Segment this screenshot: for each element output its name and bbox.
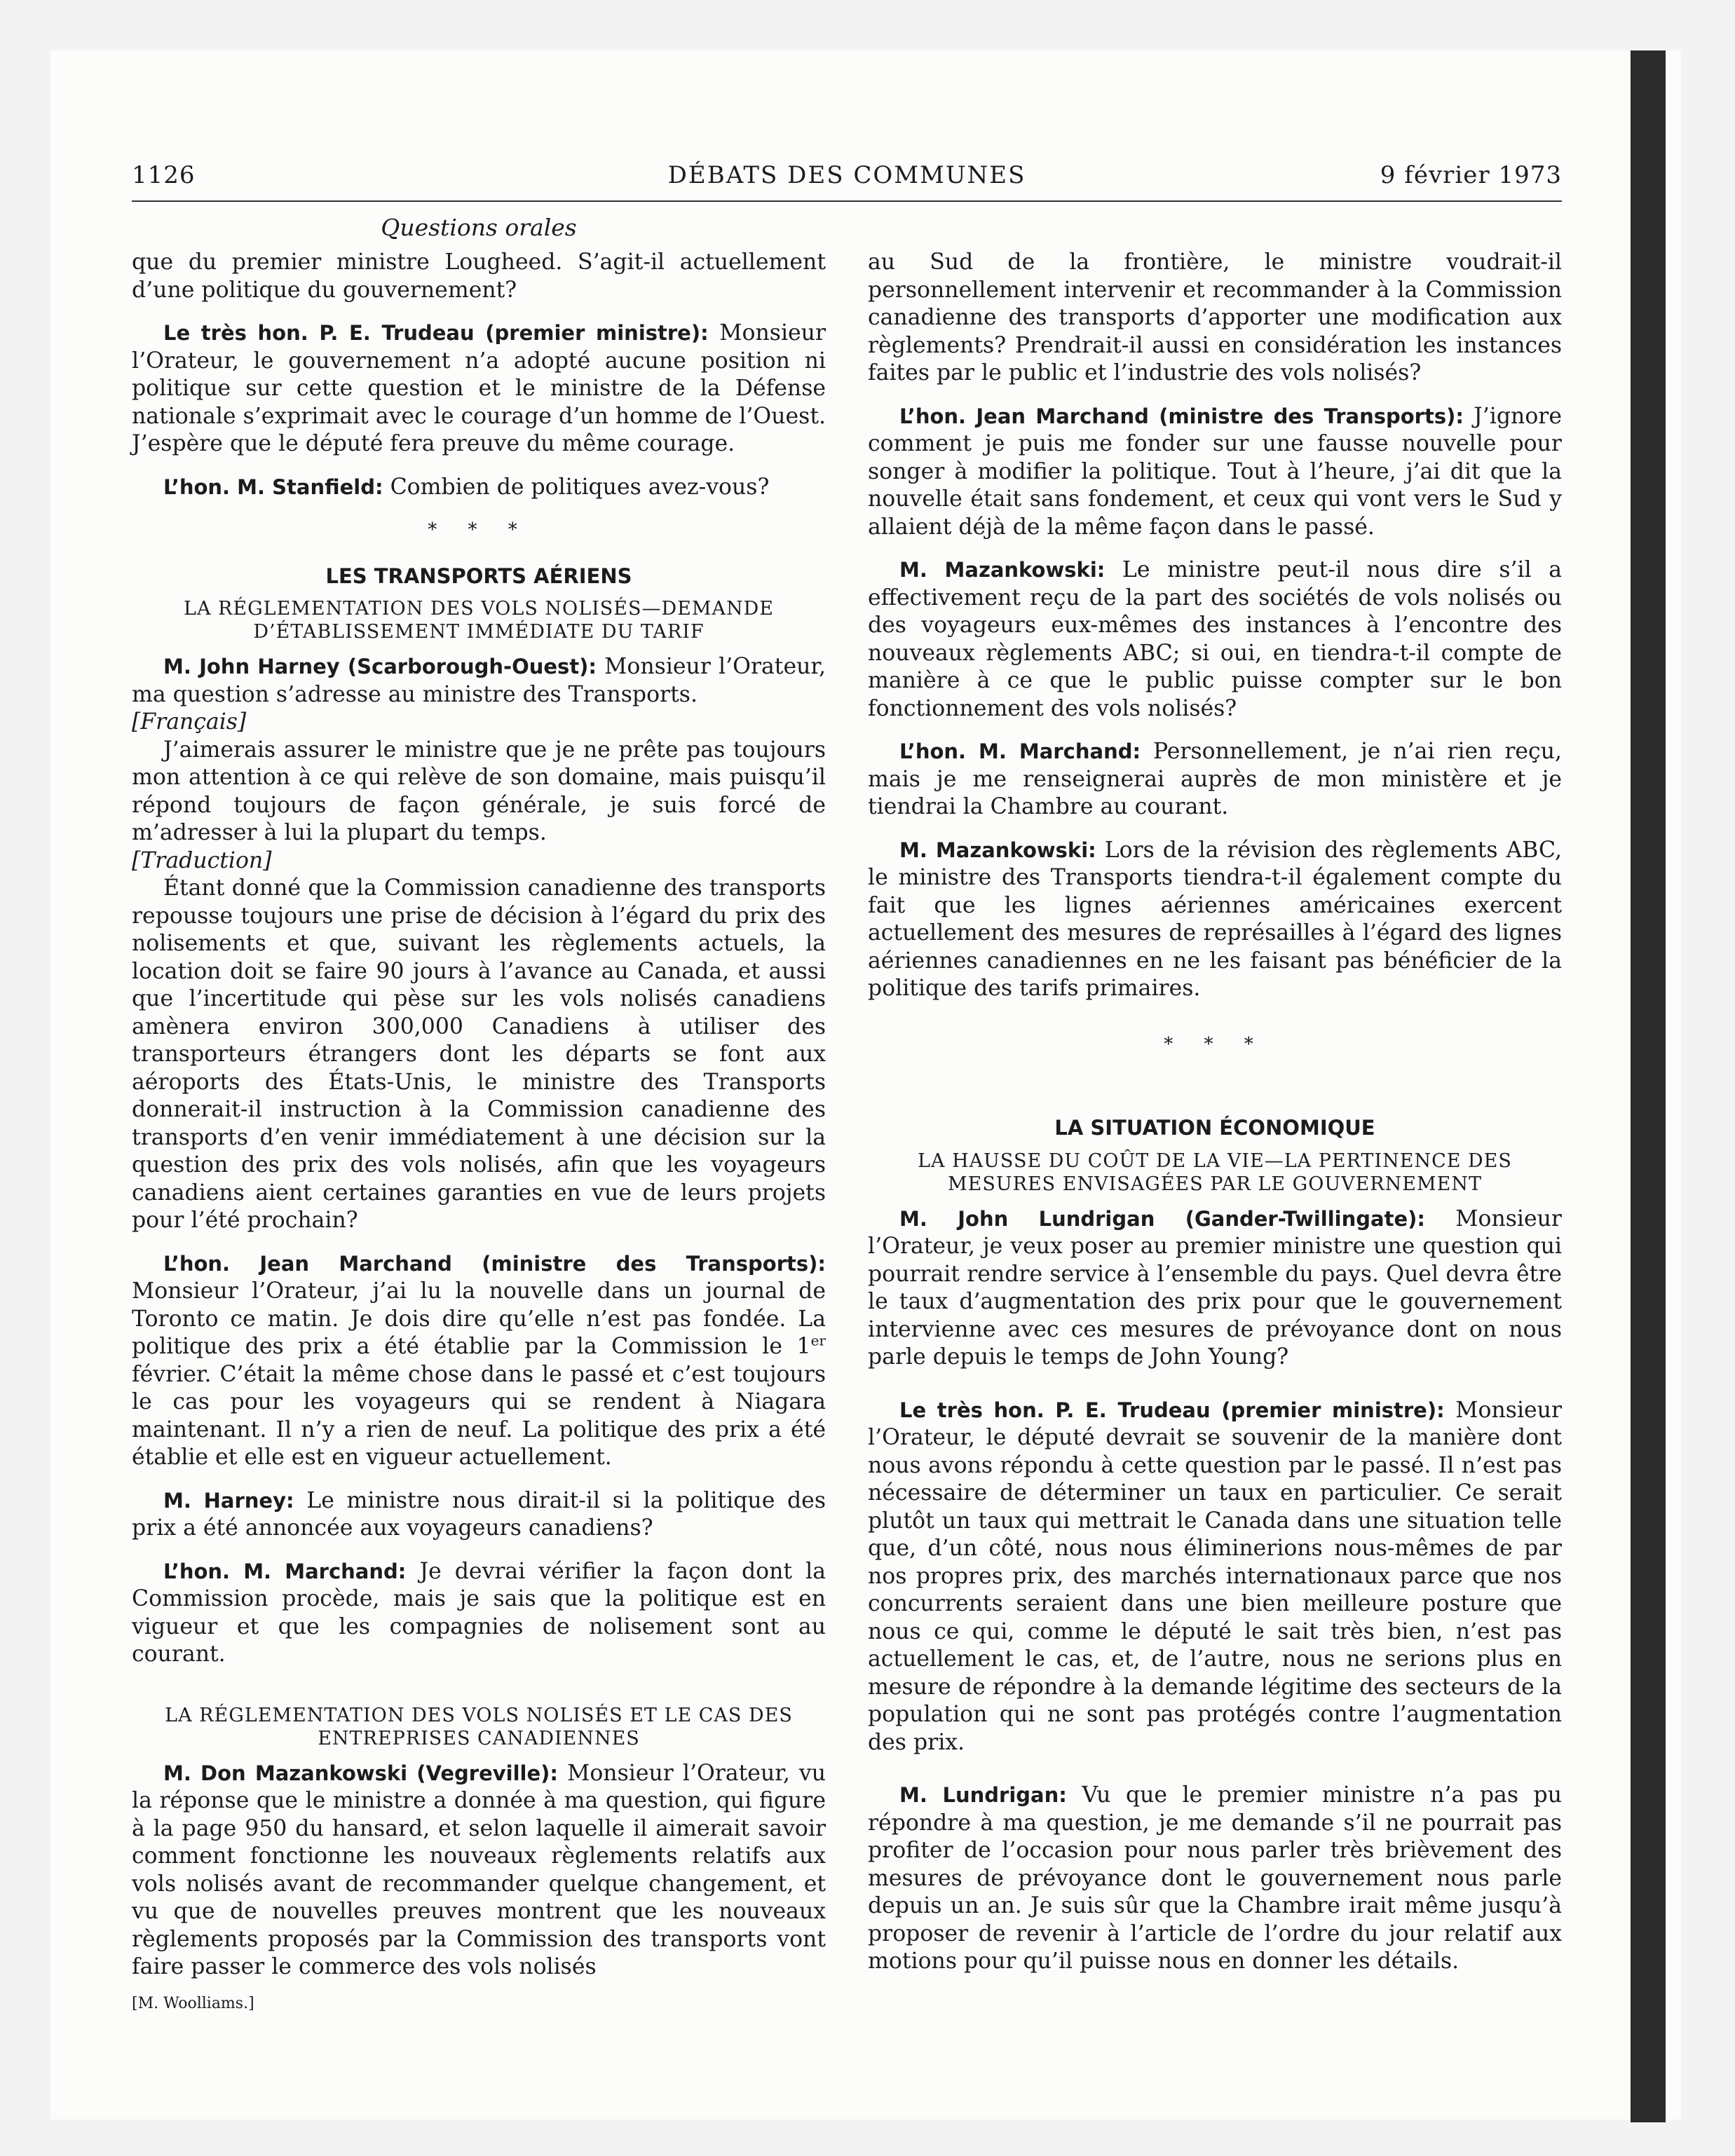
speaker-name: M. Lundrigan: <box>899 1783 1067 1807</box>
paragraph <box>868 1206 1562 1372</box>
speaker-name: L’hon. M. Stanfield: <box>163 475 383 499</box>
paragraph <box>868 403 1562 542</box>
page-date: 9 février 1973 <box>1380 161 1562 189</box>
speaker-name: M. John Lundrigan (Gander-Twillingate): <box>899 1206 1425 1231</box>
paragraph <box>132 1760 826 1981</box>
speech-text: Monsieur l’Orateur, le député devrait se souvenir de la manière dont nous avons répondu à cette question par le passé. Il n’est pas nécessaire de déterminer un taux en particulier. Ce serait plutôt un taux qui mettrait le Canada dans une situation telle que, d’un côté, nous nous éliminerions nous-mêmes de par nos propres prix, des marchés internationaux parce que nos concurrents seraient dans une bien meilleure posture que nous ce qui, comme le député le sait très bien, n’est pas actuellement le cas, et, de l’autre, nous ne serions plus en mesure de répondre à la demande légitime des secteurs de la population qui ne sont pas protégés contre l’augmentation des prix. <box>868 1397 1563 1755</box>
speech-text: Vu que le premier ministre n’a pas pu répondre à ma question, je me demande s’il ne pourrait pas profiter de l’occasion pour nous parler très brièvement des mesures de prévoyance dont le gouvernement nous parle depuis un an. Je suis sûr que la Chambre irait même jusqu’à proposer de revenir à l’article de l’ordre du jour relatif aux motions pour qu’il puisse nous en donner les détails. <box>868 1782 1562 1974</box>
speech-text: Monsieur l’Orateur, je veux poser au premier ministre une question qui pourrait rendre service à l’ensemble du pays. Quel devra être le taux d’augmentation des prix pour que le gouvernement intervienne avec ces mesures de prévoyance dont on nous parle depuis le temps de John Young? <box>868 1206 1562 1370</box>
paragraph <box>132 1558 826 1669</box>
paragraph <box>868 1782 1562 1976</box>
speaker-name: M. John Harney (Scarborough-Ouest): <box>163 655 597 678</box>
paragraph <box>868 738 1562 821</box>
speaker-name: M. Don Mazankowski (Vegreville): <box>163 1761 558 1785</box>
paragraph <box>132 653 826 709</box>
speech-text: Personnellement, je n’ai rien reçu, mais je me renseignerai auprès de mon ministère et je tiendrai la Chambre au courant. <box>868 739 1563 819</box>
left-column <box>132 249 826 2017</box>
speech-text: Monsieur l’Orateur, le gouvernement n’a adopté aucune position ni politique sur cette question et le ministre de la Défense nationale s’exprimait avec le courage d’un homme de l’Ouest. J’espère que le député fera preuve du même courage. <box>132 320 826 456</box>
paragraph: J’aimerais assurer le ministre que je ne prête pas toujours mon attention à ce qui relève de son domaine, mais puisqu’il répond toujours de façon générale, je suis forcé de m’adresser à lui la plupart du temps. <box>132 737 826 845</box>
speaker-name: L’hon. Jean Marchand (ministre des Transports): <box>899 404 1464 428</box>
paragraph: Étant donné que la Commission canadienne des transports repousse toujours une prise de décision à l’égard du prix des nolisements et que, suivant les règlements actuels, la location doit se faire 90 jours à l’avance au Canada, et aussi que l’incertitude qui pèse sur les vols nolisés canadiens amènera environ 300,000 Canadiens à utiliser des transporteurs étrangers dont les départs se font aux aéroports des États-Unis, le ministre des Transports donnerait-il instruction à la Commission canadienne des transports d’en venir immédiatement à une décision sur la question des prix des vols nolisés, afin que les voyageurs canadiens aient certaines garanties en vue de leurs projets pour l’été prochain? <box>132 875 826 1233</box>
speech-text: Monsieur l’Orateur, vu la réponse que le ministre a donnée à ma question, qui figure à la page 950 du hansard, et selon laquelle il aimerait savoir comment fonctionne les nouveaux règlements relatifs aux vols nolisés avant de recommander quelque changement, et vu que de nouvelles preuves montrent que les nouveaux règlements proposés par la Commission des transports vont faire passer le commerce des vols nolisés <box>132 1760 826 1979</box>
section-title: LES TRANSPORTS AÉRIENS <box>325 564 632 588</box>
speech-text: J’ignore comment je puis me fonder sur une fausse nouvelle pour songer à modifier la politique. Tout à l’heure, j’ai dit que la nouvelle était sans fondement, et ceux qui vont vers le Sud y allaient déjà de la même façon dans le passé. <box>868 403 1562 540</box>
speech-text: Monsieur l’Orateur, j’ai lu la nouvelle dans un journal de Toronto ce matin. Je dois dire qu’elle n’est pas fondée. La politique des prix a été établie par la Commission le 1 <box>132 1278 826 1359</box>
paragraph <box>132 474 826 502</box>
paragraph: au Sud de la frontière, le ministre voudrait-il personnellement intervenir et recommander à la Commission canadienne des transports d’apporter une modification aux règlements? Prendrait-il aussi en considération les instances faites par le public et l’industrie des vols nolisés? <box>868 250 1562 386</box>
section-separator: * * * <box>1164 1033 1266 1055</box>
paragraph <box>868 837 1562 1003</box>
speech-text: Le ministre nous dirait-il si la politique des prix a été annoncée aux voyageurs canadiens? <box>132 1487 826 1541</box>
paragraph: que du premier ministre Lougheed. S’agit-il actuellement d’une politique du gouvernement? <box>132 250 826 303</box>
speech-text: Le ministre peut-il nous dire s’il a effectivement reçu de la part des sociétés de vols nolisés ou des voyageurs eux-mêmes des instances à l’encontre des nouveaux règlements ABC; si oui, en tiendra-t-il compte de manière à ce que le public puisse compter sur le bon fonctionnement des vols nolisés? <box>868 557 1562 721</box>
speaker-name: L’hon. Jean Marchand (ministre des Transports): <box>163 1251 826 1276</box>
running-head: Questions orales <box>381 214 577 241</box>
subsection-title: LA RÉGLEMENTATION DES VOLS NOLISÉS—DEMANDE D’ÉTABLISSEMENT IMMÉDIATE DU TARIF <box>184 598 774 643</box>
paragraph <box>132 320 826 458</box>
speaker-name: L’hon. M. Marchand: <box>899 739 1141 763</box>
page-header <box>132 161 1562 202</box>
paragraph <box>132 1487 826 1543</box>
paragraph <box>868 1397 1562 1757</box>
right-column <box>868 249 1562 1976</box>
publication-title: DÉBATS DES COMMUNES <box>667 161 1026 189</box>
subsection-title: LA HAUSSE DU COÛT DE LA VIE—LA PERTINENCE DES MESURES ENVISAGÉES PAR LE GOUVERNEMENT <box>918 1149 1512 1195</box>
speaker-name: Le très hon. P. E. Trudeau (premier ministre): <box>163 321 709 345</box>
speech-text: février. C’était la même chose dans le passé et c’est toujours le cas pour les voyageurs qui se rendent à Niagara maintenant. Il n’y a rien de neuf. La politique des prix a été établie et elle est en vigueur actuellement. <box>132 1361 826 1470</box>
superscript: er <box>810 1332 826 1349</box>
speech-text: Combien de politiques avez-vous? <box>383 474 770 500</box>
speech-text: Je devrai vérifier la façon dont la Commission procède, mais je sais que la politique est en vigueur et que les compagnies de nolisement sont au courant. <box>132 1558 826 1667</box>
speaker-name: Le très hon. P. E. Trudeau (premier ministre): <box>899 1398 1445 1422</box>
speaker-name: M. Mazankowski: <box>899 558 1105 582</box>
speaker-name: M. Harney: <box>163 1488 294 1513</box>
page-number: 1126 <box>132 161 196 189</box>
language-marker: [Traduction] <box>132 847 272 873</box>
speech-text: Lors de la révision des règlements ABC, le ministre des Transports tiendra-t-il également compte du fait que les lignes aériennes américaines exercent actuellement des mesures de représailles à l’égard des lignes aériennes canadiennes en ne les faisant pas bénéficier de la politique des tarifs primaires. <box>868 837 1562 1001</box>
speaker-name: M. Mazankowski: <box>899 838 1096 862</box>
footnote: [M. Woolliams.] <box>132 1994 254 2012</box>
paragraph <box>132 1250 826 1472</box>
section-title: LA SITUATION ÉCONOMIQUE <box>1054 1116 1375 1140</box>
paragraph <box>868 557 1562 723</box>
subsection-title: LA RÉGLEMENTATION DES VOLS NOLISÉS ET LE CAS DES ENTREPRISES CANADIENNES <box>165 1704 793 1749</box>
speaker-name: L’hon. M. Marchand: <box>163 1559 407 1583</box>
section-separator: * * * <box>428 519 530 540</box>
language-marker: [Français] <box>132 709 247 735</box>
speech-text: Monsieur l’Orateur, ma question s’adresse au ministre des Transports. <box>132 654 826 707</box>
scan-edge <box>1631 50 1666 2122</box>
